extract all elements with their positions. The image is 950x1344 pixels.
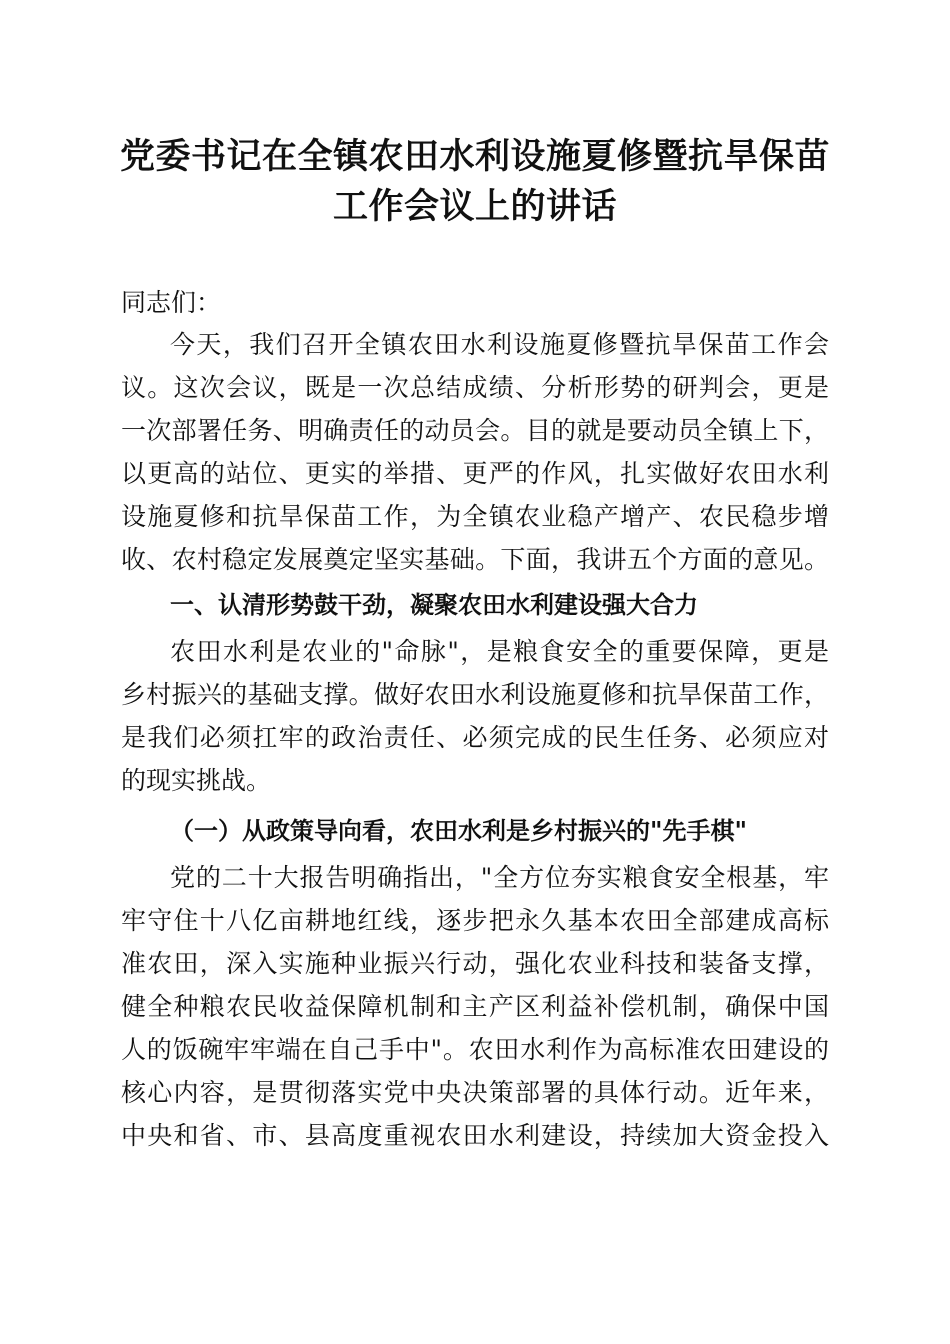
section-1-heading: 一、认清形势鼓干劲，凝聚农田水利建设强大合力 [170,591,698,619]
subsection-1-heading: （一）从政策导向看，农田水利是乡村振兴的"先手棋" [170,816,748,845]
subsection-1-para-line: 人的饭碗牢牢端在自己手中"。农田水利作为高标准农田建设的 [121,1035,829,1064]
subsection-1-para-line: 中央和省、市、县高度重视农田水利建设，持续加大资金投入 [121,1121,829,1150]
subsection-1-para-line: 党的二十大报告明确指出，"全方位夯实粮食安全根基，牢 [170,863,829,892]
section-1-para-line: 乡村振兴的基础支撑。做好农田水利设施夏修和抗旱保苗工作， [121,680,829,709]
section-1-para-line: 是我们必须扛牢的政治责任、必须完成的民生任务、必须应对 [121,723,829,752]
section-1-para-line: 农田水利是农业的"命脉"，是粮食安全的重要保障，更是 [170,637,829,666]
intro-line: 议。这次会议，既是一次总结成绩、分析形势的研判会，更是 [121,373,829,402]
subsection-1-para-line: 准农田，深入实施种业振兴行动，强化农业科技和装备支撑， [121,949,829,978]
intro-line: 以更高的站位、更实的举措、更严的作风，扎实做好农田水利 [121,459,829,488]
intro-line: 收、农村稳定发展奠定坚实基础。下面，我讲五个方面的意见。 [121,545,829,574]
document-title-line-2: 工作会议上的讲话 [332,186,617,227]
subsection-1-para-line: 健全种粮农民收益保障机制和主产区利益补偿机制，确保中国 [121,992,829,1021]
salutation: 同志们： [121,288,222,317]
intro-line: 设施夏修和抗旱保苗工作，为全镇农业稳产增产、农民稳步增 [121,502,829,531]
intro-line: 一次部署任务、明确责任的动员会。目的就是要动员全镇上下， [121,416,829,445]
section-1-para-line: 的现实挑战。 [121,766,272,795]
subsection-1-para-line: 核心内容，是贯彻落实党中央决策部署的具体行动。近年来， [121,1078,829,1107]
subsection-1-para-line: 牢守住十八亿亩耕地红线，逐步把永久基本农田全部建成高标 [121,906,829,935]
intro-line: 今天，我们召开全镇农田水利设施夏修暨抗旱保苗工作会 [170,330,829,359]
document-title-line-1: 党委书记在全镇农田水利设施夏修暨抗旱保苗 [119,136,830,177]
